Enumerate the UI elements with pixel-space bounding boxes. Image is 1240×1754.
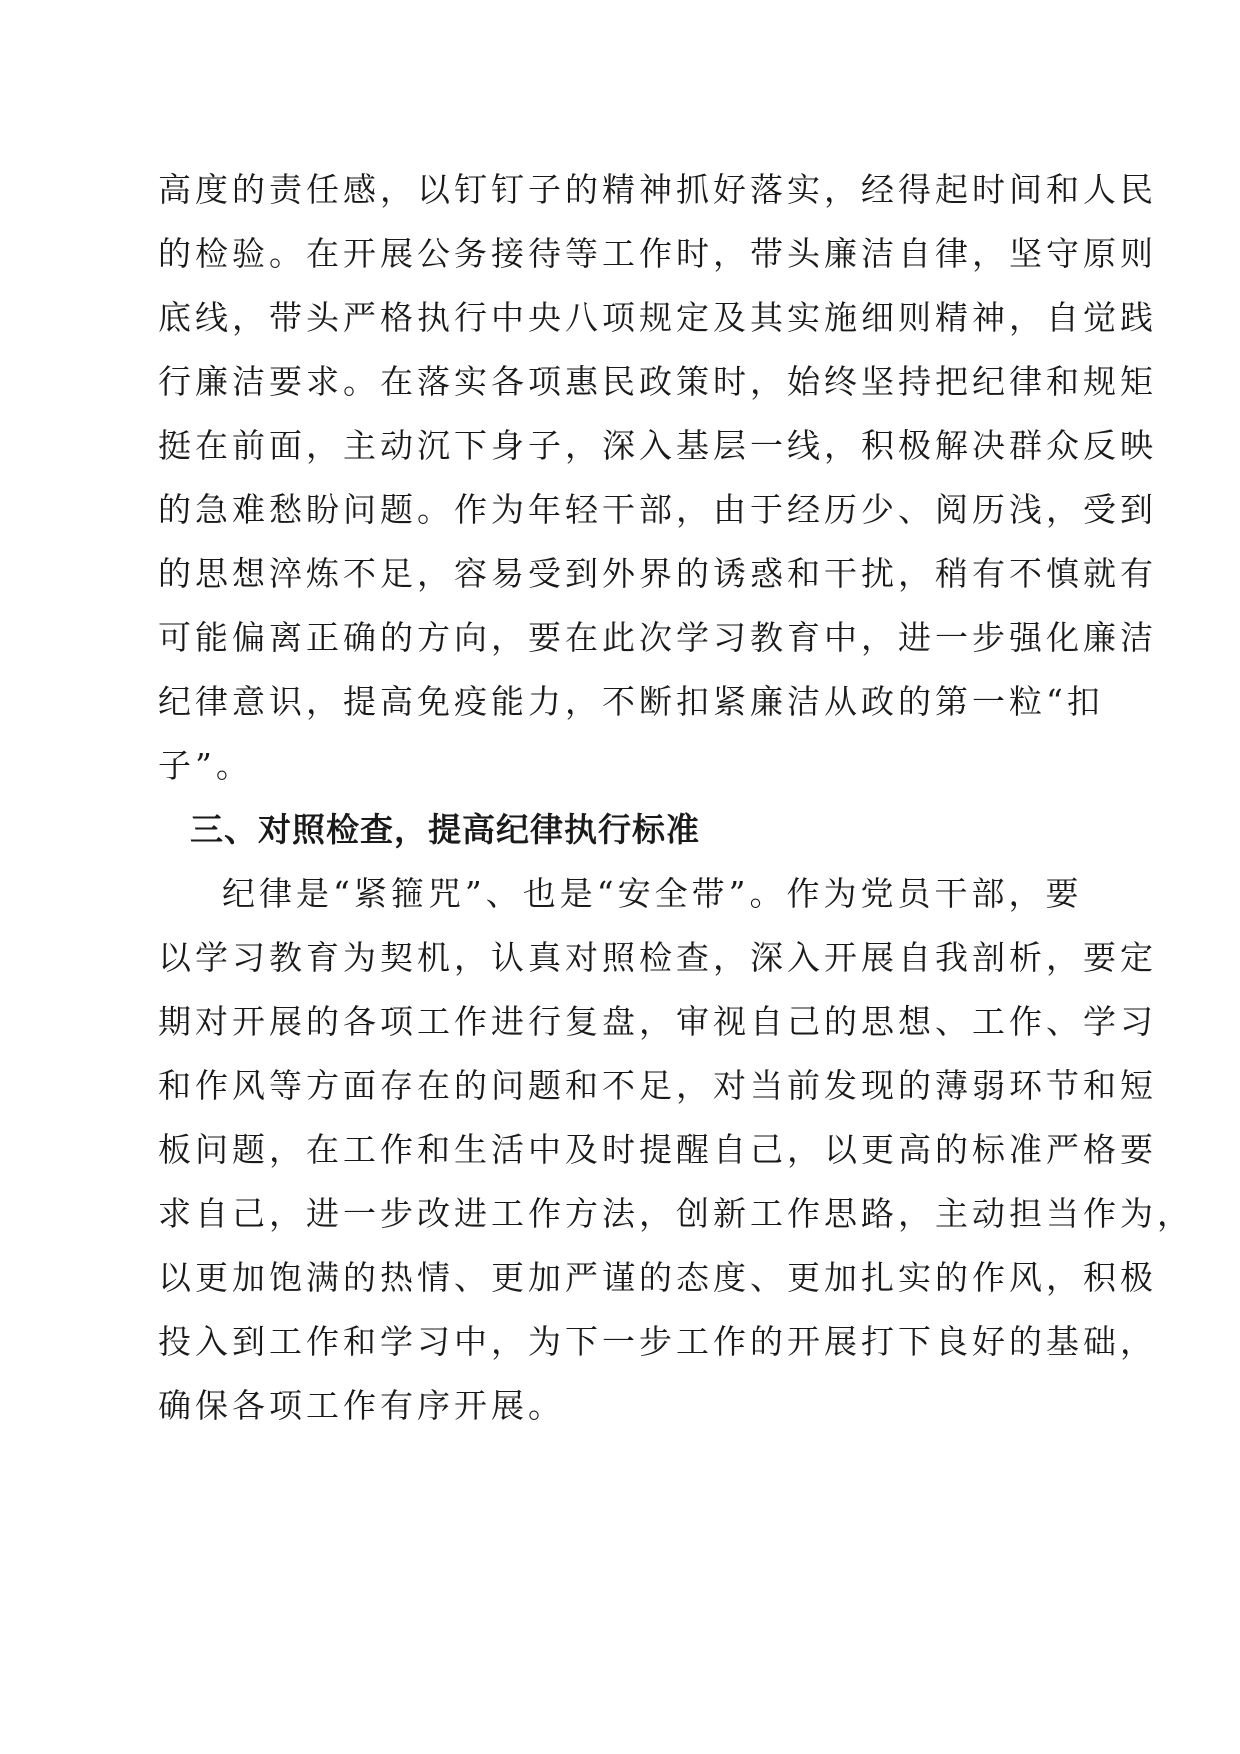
paragraph-line: 和作风等方面存在的问题和不足，对当前发现的薄弱环节和短 — [158, 1066, 1157, 1105]
paragraph-line: 求自己，进一步改进工作方法，创新工作思路，主动担当作为， — [158, 1194, 1194, 1233]
section-heading-block — [158, 798, 1098, 862]
paragraph-line: 的急难愁盼问题。作为年轻干部，由于经历少、阅历浅，受到 — [158, 490, 1157, 529]
paragraph-line: 的检验。在开展公务接待等工作时，带头廉洁自律，坚守原则 — [158, 234, 1157, 273]
paragraph-line: 纪律意识，提高免疫能力，不断扣紧廉洁从政的第一粒“扣 — [158, 682, 1104, 721]
paragraph-line: 可能偏离正确的方向，要在此次学习教育中，进一步强化廉洁 — [158, 618, 1157, 657]
paragraph-line: 挺在前面，主动沉下身子，深入基层一线，积极解决群众反映 — [158, 426, 1157, 465]
paragraph-line: 的思想淬炼不足，容易受到外界的诱惑和干扰，稍有不慎就有 — [158, 554, 1157, 593]
paragraph-line: 纪律是“紧箍咒”、也是“安全带”。作为党员干部，要 — [222, 874, 1083, 913]
paragraph-line: 行廉洁要求。在落实各项惠民政策时，始终坚持把纪律和规矩 — [158, 362, 1157, 401]
section-heading: 三、对照检查，提高纪律执行标准 — [190, 810, 700, 849]
paragraph-line: 高度的责任感，以钉钉子的精神抓好落实，经得起时间和人民 — [158, 170, 1157, 209]
paragraph-line: 子”。 — [158, 746, 253, 785]
paragraph-2 — [158, 862, 1194, 1438]
paragraph-line: 投入到工作和学习中，为下一步工作的开展打下良好的基础， — [158, 1322, 1157, 1361]
paragraph-line: 以学习教育为契机，认真对照检查，深入开展自我剖析，要定 — [158, 938, 1157, 977]
paragraph-line: 确保各项工作有序开展。 — [158, 1386, 565, 1425]
paragraph-line: 期对开展的各项工作进行复盘，审视自己的思想、工作、学习 — [158, 1002, 1157, 1041]
paragraph-line: 以更加饱满的热情、更加严谨的态度、更加扎实的作风，积极 — [158, 1258, 1157, 1297]
paragraph-line: 底线，带头严格执行中央八项规定及其实施细则精神，自觉践 — [158, 298, 1157, 337]
paragraph-line: 板问题，在工作和生活中及时提醒自己，以更高的标准严格要 — [158, 1130, 1157, 1169]
paragraph-1 — [158, 158, 1157, 798]
